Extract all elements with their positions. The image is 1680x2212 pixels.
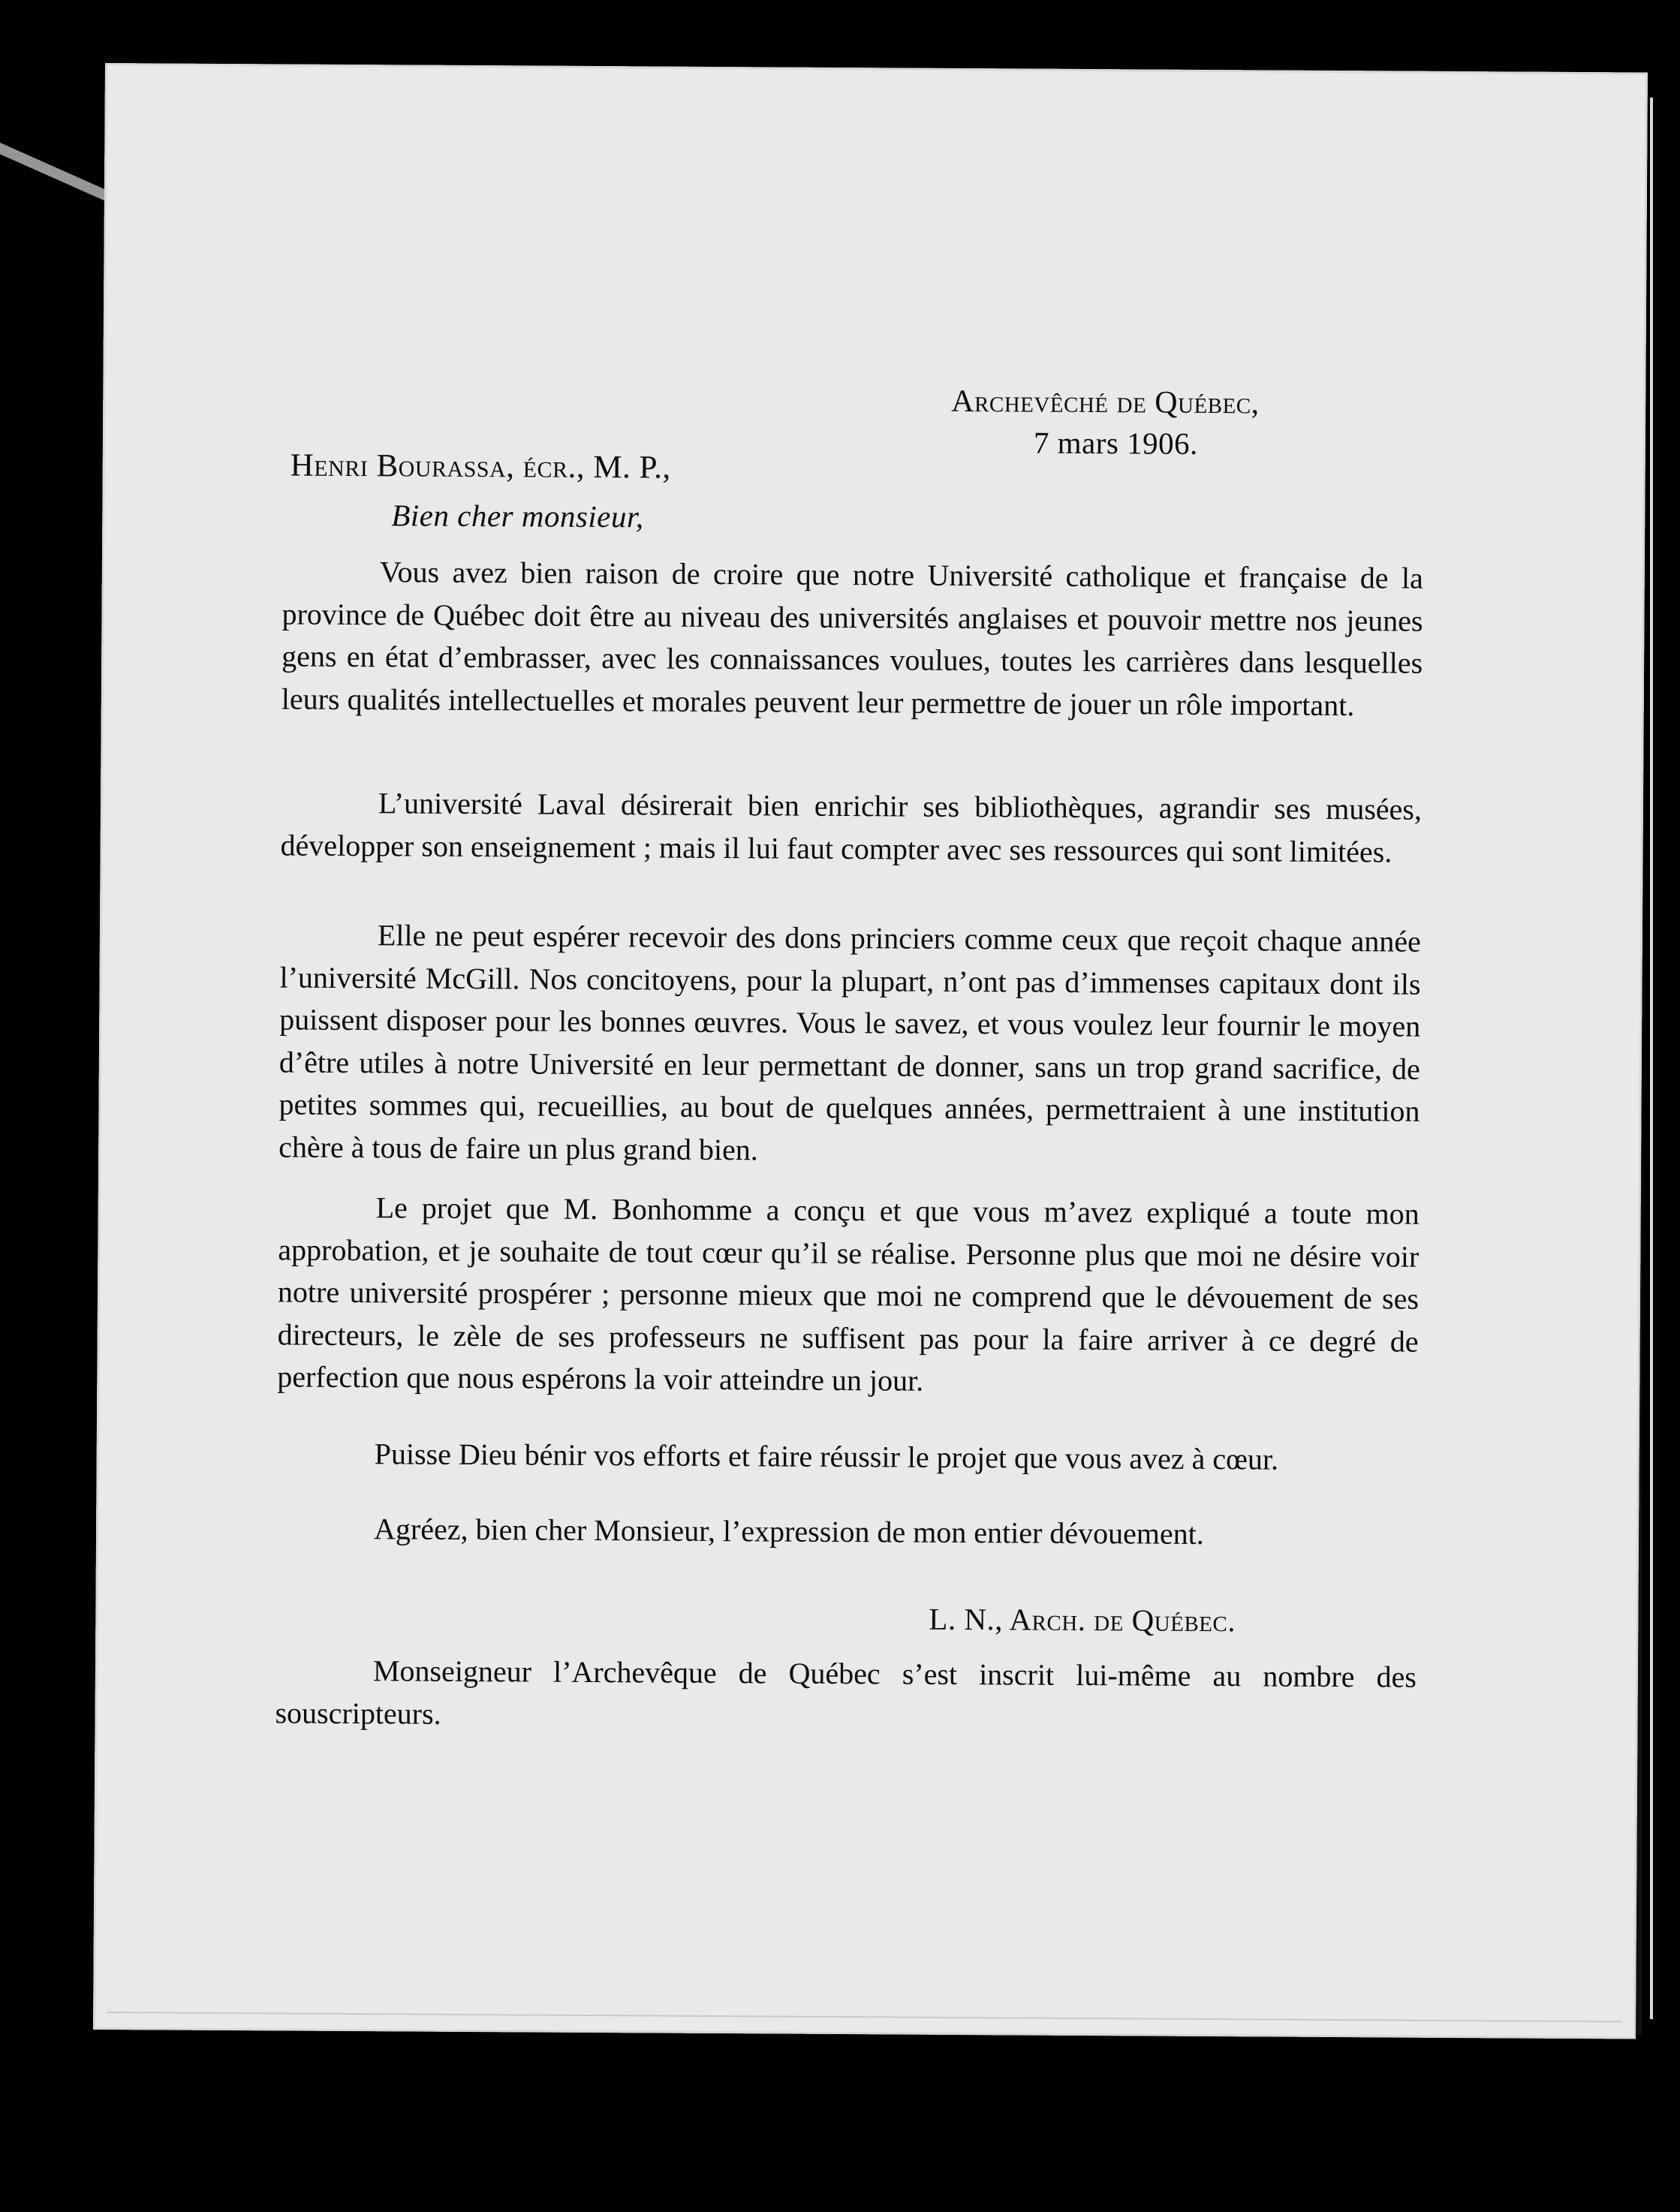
paragraph-3: Elle ne peut espérer recevoir des dons princiers comme ceux que reçoit chaque année l’université McGill. Nos concitoyens, pour la plupart, n’ont pas d’immenses capitaux dont ils puissent disposer pour les bonnes œuvres. Vous le savez, et vous voulez leur fournir le moyen d’être utiles à notre Université en leur permettant de donner, sans un trop grand sacrifice, de petites sommes qui, recueillies, au bout de quelques années, permettraient à une institution chère à tous de faire un plus grand bien. — [278, 918, 1422, 1166]
binding-ribbon — [0, 143, 116, 204]
paragraph-2: L’université Laval désirerait bien enrichir ses bibliothèques, agrandir ses musées, développer son enseignement ; mais il lui faut compter avec ses ressources qui sont limitées. — [280, 786, 1423, 868]
signature: L. N., Arch. de Québec. — [929, 1601, 1236, 1639]
letter-page — [93, 63, 1648, 2039]
paragraph-4: Le projet que M. Bonhomme a conçu et que vous m’avez expliqué a toute mon approbation, et je souhaite de tout cœur qu’il se réalise. Personne plus que moi ne désire voir notre université prospérer ; personne mieux que moi ne comprend que le dévouement de ses directeurs, le zèle de ses professeurs ne suffisent pas pour la faire arriver à ce degré de perfection que nous espérons la voir atteindre un jour. — [277, 1190, 1420, 1398]
paragraph-5: Puisse Dieu bénir vos efforts et faire réussir le projet que vous avez à cœur. — [374, 1437, 1279, 1476]
letter-date: 7 mars 1906. — [1033, 425, 1199, 461]
page-edge-line — [1650, 98, 1653, 2019]
letter-place: Archevêché de Québec, — [951, 384, 1260, 421]
addressee: Henri Bourassa, écr., M. P., — [290, 447, 671, 486]
salutation: Bien cher monsieur, — [391, 498, 644, 534]
postscript: Monseigneur l’Archevêque de Québec s’est inscrit lui-même au nombre des souscripteurs. — [275, 1654, 1417, 1731]
paragraph-1: Vous avez bien raison de croire que notre Université catholique et française de la province de Québec doit être au niveau des universités anglaises et pouvoir mettre nos jeunes gens en état d’embrasser, avec les connaissances voulues, toutes les carrières dans lesquelles leurs qualités intellectuelles et morales peuvent leur permettre de jouer un rôle important. — [281, 555, 1423, 722]
paragraph-6: Agréez, bien cher Monsieur, l’expression de mon entier dévouement. — [373, 1512, 1205, 1551]
